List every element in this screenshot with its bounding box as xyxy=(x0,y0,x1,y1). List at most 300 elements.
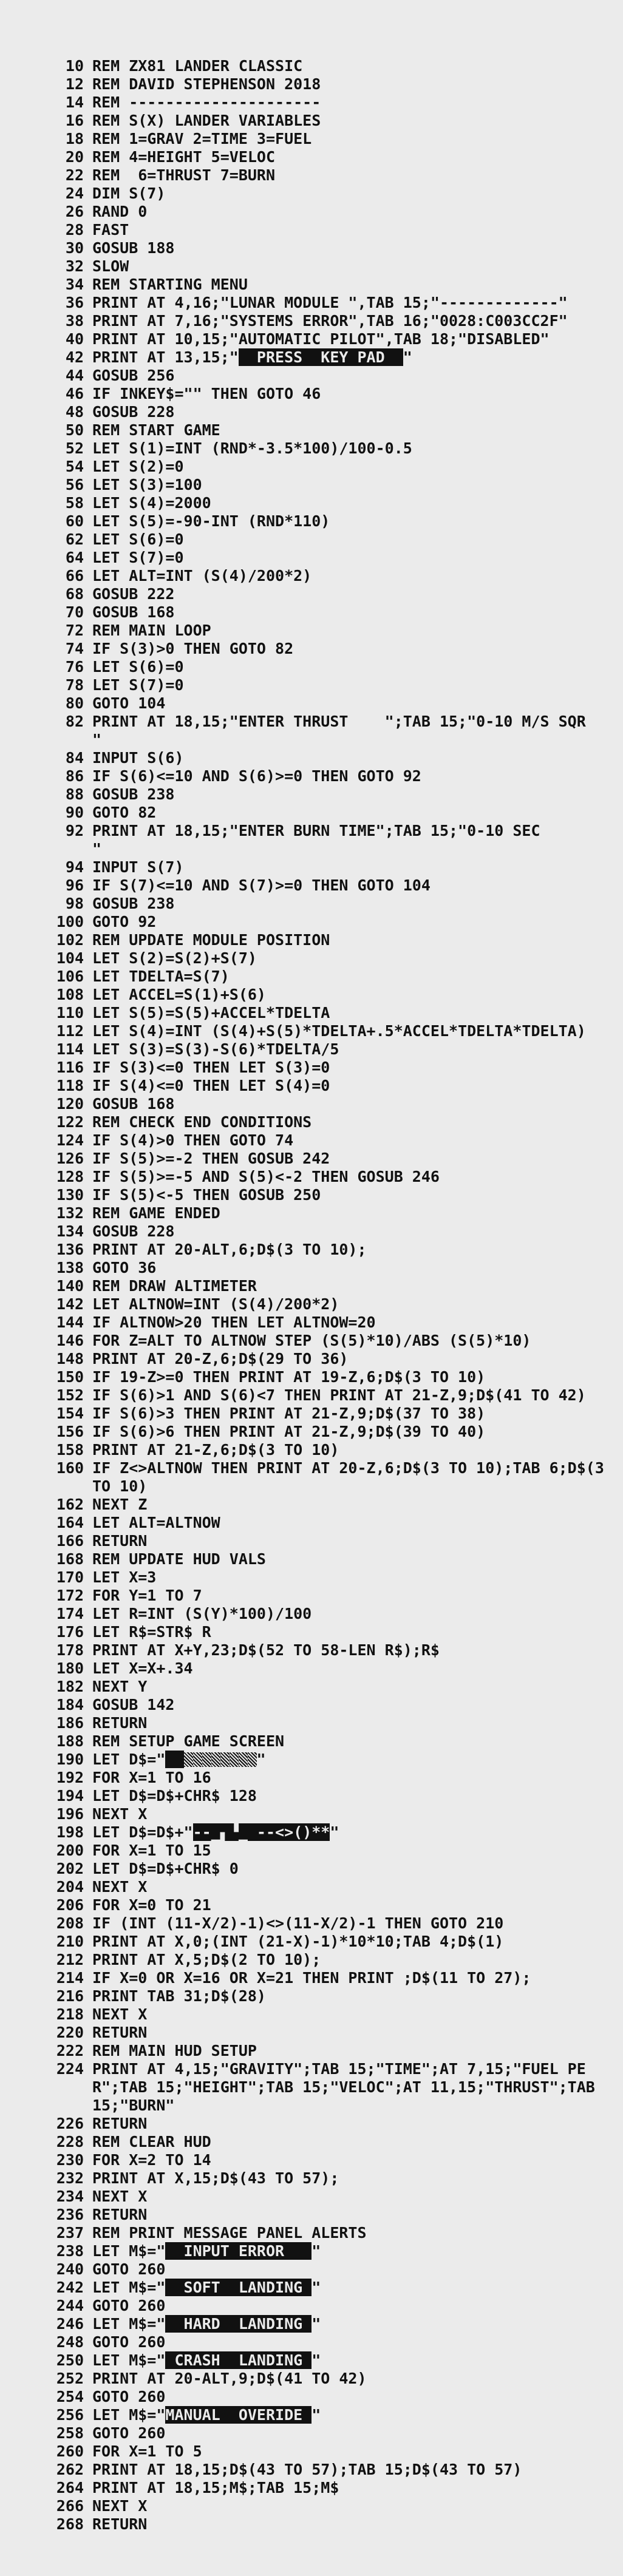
line-number: 112 xyxy=(56,1022,84,1040)
code-segment: REM UPDATE MODULE POSITION xyxy=(92,931,330,949)
code-segment: GOSUB 238 xyxy=(92,895,175,912)
code-text xyxy=(92,1277,606,1295)
code-text xyxy=(92,221,606,239)
code-text xyxy=(92,1823,606,1842)
code-text xyxy=(92,2242,606,2260)
code-segment: LET ALT=ALTNOW xyxy=(92,1514,220,1531)
code-line xyxy=(47,439,606,458)
code-line xyxy=(47,494,606,512)
code-segment: LET S(7)=0 xyxy=(92,676,184,694)
code-text xyxy=(92,203,606,221)
line-number: 254 xyxy=(56,2388,84,2405)
code-text xyxy=(92,257,606,276)
line-number: 122 xyxy=(56,1113,84,1131)
line-number: 120 xyxy=(56,1095,84,1113)
code-line xyxy=(47,1368,606,1386)
code-segment: RETURN xyxy=(92,2024,148,2041)
line-number: 50 xyxy=(65,421,84,439)
code-line xyxy=(47,385,606,403)
code-text xyxy=(92,1659,606,1678)
code-text xyxy=(92,913,606,931)
code-text xyxy=(92,2479,606,2497)
code-segment: FAST xyxy=(92,221,129,239)
code-segment: PRINT AT 7,16;"SYSTEMS ERROR",TAB 16;"0028:C003CC2F" xyxy=(92,312,568,330)
line-number: 212 xyxy=(56,1951,84,1968)
code-line xyxy=(47,2297,606,2315)
line-number: 256 xyxy=(56,2406,84,2424)
code-segment: LET S(5)=-90-INT (RND*110) xyxy=(92,512,330,530)
code-text xyxy=(92,130,606,148)
line-number: 136 xyxy=(56,1241,84,1258)
code-segment: " xyxy=(330,1823,339,1841)
code-line xyxy=(47,1641,606,1659)
code-line xyxy=(47,968,606,986)
code-segment: NEXT X xyxy=(92,2497,148,2515)
line-number: 80 xyxy=(65,694,84,712)
code-line xyxy=(47,603,606,622)
code-text xyxy=(92,2388,606,2406)
code-line xyxy=(47,57,606,75)
code-text xyxy=(92,1295,606,1313)
code-text xyxy=(92,148,606,166)
code-segment: GOSUB 168 xyxy=(92,1095,175,1113)
line-number: 152 xyxy=(56,1386,84,1404)
line-number: 92 xyxy=(65,822,84,839)
line-number: 196 xyxy=(56,1805,84,1823)
line-number: 116 xyxy=(56,1059,84,1076)
code-text xyxy=(92,330,606,348)
code-line xyxy=(47,2479,606,2497)
code-segment: REM S(X) LANDER VARIABLES xyxy=(92,112,321,129)
code-text xyxy=(92,1022,606,1040)
line-number: 184 xyxy=(56,1696,84,1713)
line-number: 82 xyxy=(65,713,84,730)
graphic-block-char xyxy=(193,1752,202,1767)
code-line xyxy=(47,1459,613,1496)
code-segment: IF S(5)<-5 THEN GOSUB 250 xyxy=(92,1186,321,1204)
code-text xyxy=(92,1842,606,1860)
code-segment: LET S(1)=INT (RND*-3.5*100)/100-0.5 xyxy=(92,439,412,457)
code-segment: FOR X=0 TO 21 xyxy=(92,1896,211,1914)
code-segment: GOSUB 188 xyxy=(92,239,175,257)
code-line xyxy=(47,1168,606,1186)
code-text xyxy=(92,785,606,804)
line-number: 90 xyxy=(65,804,84,821)
code-text xyxy=(92,1933,606,1951)
code-line xyxy=(47,2260,606,2279)
code-line xyxy=(47,1933,606,1951)
code-line xyxy=(47,2024,606,2042)
code-text xyxy=(92,1313,606,1332)
code-segment: RETURN xyxy=(92,2206,148,2223)
line-number: 32 xyxy=(65,257,84,275)
code-segment: IF S(5)>=-2 THEN GOSUB 242 xyxy=(92,1150,330,1167)
line-number: 174 xyxy=(56,1605,84,1622)
code-text xyxy=(92,1168,606,1186)
inverse-video-text: --_▖▝_ --<>()** xyxy=(192,1823,330,1841)
line-number: 12 xyxy=(65,75,84,93)
code-text xyxy=(92,1004,606,1022)
code-segment: LET S(3)=S(3)-S(6)*TDELTA/5 xyxy=(92,1040,339,1058)
code-segment: PRINT AT X,5;D$(2 TO 10); xyxy=(92,1951,321,1968)
line-number: 236 xyxy=(56,2206,84,2223)
code-text xyxy=(92,1186,606,1204)
code-line xyxy=(47,1295,606,1313)
code-line xyxy=(47,185,606,203)
code-segment: REM CHECK END CONDITIONS xyxy=(92,1113,312,1131)
code-text xyxy=(92,2297,606,2315)
code-segment: PRINT AT 10,15;"AUTOMATIC PILOT",TAB 18;"DISABLED" xyxy=(92,330,550,348)
code-text xyxy=(92,1405,606,1423)
code-segment: LET D$=D$+CHR$ 128 xyxy=(92,1787,257,1805)
code-segment: LET S(3)=100 xyxy=(92,476,202,493)
code-segment: " xyxy=(312,2242,321,2260)
line-number: 140 xyxy=(56,1277,84,1295)
code-text xyxy=(92,112,606,130)
code-line xyxy=(47,1714,606,1732)
line-number: 14 xyxy=(65,93,84,111)
code-line xyxy=(47,1022,606,1040)
line-number: 100 xyxy=(56,913,84,930)
line-number: 132 xyxy=(56,1204,84,1222)
code-text xyxy=(92,1751,606,1769)
code-text xyxy=(92,1787,606,1805)
code-line xyxy=(47,640,606,658)
code-line xyxy=(47,2351,606,2370)
code-line xyxy=(47,2497,606,2515)
code-segment: IF S(4)>0 THEN GOTO 74 xyxy=(92,1131,294,1149)
code-segment: " xyxy=(312,2351,321,2369)
code-segment: PRINT AT 18,15;"ENTER THRUST ";TAB 15;"0-10 M/S SQR " xyxy=(92,713,622,748)
line-number: 188 xyxy=(56,1732,84,1750)
code-text xyxy=(92,1514,606,1532)
line-number: 156 xyxy=(56,1423,84,1440)
inverse-video-text xyxy=(165,1751,183,1768)
code-line xyxy=(47,2242,606,2260)
code-segment: LET S(6)=0 xyxy=(92,658,184,676)
code-text xyxy=(92,93,606,112)
code-segment: REM SETUP GAME SCREEN xyxy=(92,1732,285,1750)
code-text xyxy=(92,749,606,767)
line-number: 234 xyxy=(56,2188,84,2205)
code-line xyxy=(47,694,606,713)
code-line xyxy=(47,1951,606,1969)
code-segment: LET S(4)=INT (S(4)+S(5)*TDELTA+.5*ACCEL*TDELTA*TDELTA) xyxy=(92,1022,586,1040)
line-number: 258 xyxy=(56,2424,84,2442)
line-number: 150 xyxy=(56,1368,84,1386)
code-segment: PRINT AT 13,15;" xyxy=(92,348,239,366)
line-number: 22 xyxy=(65,166,84,184)
code-line xyxy=(47,530,606,549)
inverse-video-text: INPUT ERROR xyxy=(165,2242,312,2260)
line-number: 202 xyxy=(56,1860,84,1877)
line-number: 210 xyxy=(56,1933,84,1950)
code-segment: GOSUB 256 xyxy=(92,367,175,384)
code-text xyxy=(92,1769,606,1787)
code-line xyxy=(47,622,606,640)
code-line xyxy=(47,549,606,567)
code-segment: FOR Z=ALT TO ALTNOW STEP (S(5)*10)/ABS (S(5)*10) xyxy=(92,1332,531,1349)
code-segment: REM CLEAR HUD xyxy=(92,2133,211,2151)
code-text xyxy=(92,1805,606,1823)
code-text xyxy=(92,2370,606,2388)
code-text xyxy=(92,1732,606,1751)
code-segment: IF S(7)<=10 AND S(7)>=0 THEN GOTO 104 xyxy=(92,876,431,894)
code-segment: GOTO 92 xyxy=(92,913,157,930)
code-text xyxy=(92,166,606,185)
code-line xyxy=(47,1386,606,1405)
code-segment: GOSUB 142 xyxy=(92,1696,175,1713)
code-text xyxy=(92,822,613,858)
code-line xyxy=(47,1222,606,1241)
code-line xyxy=(47,1077,606,1095)
code-text xyxy=(92,2333,606,2351)
code-text xyxy=(92,385,606,403)
line-number: 34 xyxy=(65,276,84,293)
code-segment: GOSUB 228 xyxy=(92,1222,175,1240)
code-text xyxy=(92,2188,606,2206)
code-line xyxy=(47,1241,606,1259)
line-number: 218 xyxy=(56,2005,84,2023)
code-segment: LET ALT=INT (S(4)/200*2) xyxy=(92,567,312,585)
code-segment: GOSUB 222 xyxy=(92,585,175,603)
code-segment: " xyxy=(312,2315,321,2333)
code-text xyxy=(92,1386,606,1405)
code-text xyxy=(92,276,606,294)
code-line xyxy=(47,312,606,330)
code-line xyxy=(47,2424,606,2442)
line-number: 160 xyxy=(56,1459,84,1477)
code-line xyxy=(47,276,606,294)
code-segment: REM --------------------- xyxy=(92,93,321,111)
code-segment: IF S(3)>0 THEN GOTO 82 xyxy=(92,640,294,657)
code-text xyxy=(92,2260,606,2279)
line-number: 10 xyxy=(65,57,84,75)
code-segment: RETURN xyxy=(92,2115,148,2132)
code-text xyxy=(92,1568,606,1587)
code-segment: PRINT TAB 31;D$(28) xyxy=(92,1987,266,2005)
code-segment: RETURN xyxy=(92,1532,148,1550)
code-line xyxy=(47,403,606,421)
code-line xyxy=(47,2406,606,2424)
code-text xyxy=(92,294,606,312)
line-number: 244 xyxy=(56,2297,84,2314)
code-line xyxy=(47,203,606,221)
code-line xyxy=(47,1787,606,1805)
code-line xyxy=(47,2169,606,2188)
line-number: 262 xyxy=(56,2461,84,2478)
code-segment: REM MAIN HUD SETUP xyxy=(92,2042,257,2059)
code-segment: PRINT AT 18,15;M$;TAB 15;M$ xyxy=(92,2479,339,2496)
line-number: 162 xyxy=(56,1496,84,1513)
code-line xyxy=(47,1204,606,1222)
line-number: 36 xyxy=(65,294,84,311)
code-segment: GOTO 260 xyxy=(92,2297,166,2314)
line-number: 260 xyxy=(56,2442,84,2460)
line-number: 264 xyxy=(56,2479,84,2496)
code-segment: GOSUB 228 xyxy=(92,403,175,421)
code-text xyxy=(92,1204,606,1222)
code-segment: RETURN xyxy=(92,1714,148,1732)
code-line xyxy=(47,1860,606,1878)
graphic-block-char xyxy=(184,1752,193,1767)
line-number: 88 xyxy=(65,785,84,803)
code-text xyxy=(92,1896,606,1914)
line-number: 142 xyxy=(56,1295,84,1313)
inverse-video-text: HARD LANDING xyxy=(165,2315,312,2333)
line-number: 226 xyxy=(56,2115,84,2132)
code-text xyxy=(92,2315,606,2333)
code-text xyxy=(92,1222,606,1241)
line-number: 60 xyxy=(65,512,84,530)
code-segment: GOTO 260 xyxy=(92,2333,166,2351)
code-text xyxy=(92,2461,606,2479)
line-number: 186 xyxy=(56,1714,84,1732)
code-text xyxy=(92,895,606,913)
code-segment: PRINT AT 4,16;"LUNAR MODULE ",TAB 15;"-------------" xyxy=(92,294,568,311)
line-number: 104 xyxy=(56,949,84,967)
line-number: 74 xyxy=(65,640,84,657)
line-number: 164 xyxy=(56,1514,84,1531)
code-text xyxy=(92,185,606,203)
code-line xyxy=(47,585,606,603)
line-number: 146 xyxy=(56,1332,84,1349)
code-line xyxy=(47,476,606,494)
line-number: 216 xyxy=(56,1987,84,2005)
code-line xyxy=(47,1732,606,1751)
line-number: 182 xyxy=(56,1678,84,1695)
code-segment: PRINT AT X,0;(INT (21-X)-1)*10*10;TAB 4;D$(1) xyxy=(92,1933,504,1950)
line-number: 62 xyxy=(65,530,84,548)
line-number: 78 xyxy=(65,676,84,694)
code-text xyxy=(92,476,606,494)
code-text xyxy=(92,603,606,622)
inverse-video-text: PRESS KEY PAD xyxy=(238,348,403,366)
code-segment: REM UPDATE HUD VALS xyxy=(92,1550,266,1568)
code-line xyxy=(47,767,606,785)
line-number: 68 xyxy=(65,585,84,603)
line-number: 214 xyxy=(56,1969,84,1987)
line-number: 30 xyxy=(65,239,84,257)
line-number: 110 xyxy=(56,1004,84,1022)
line-number: 194 xyxy=(56,1787,84,1805)
code-segment: PRINT AT 20-ALT,6;D$(3 TO 10); xyxy=(92,1241,367,1258)
code-line xyxy=(47,2151,606,2169)
code-text xyxy=(92,549,606,567)
code-line xyxy=(47,1040,606,1059)
code-line xyxy=(47,2188,606,2206)
line-number: 42 xyxy=(65,348,84,366)
code-line xyxy=(47,1095,606,1113)
code-text xyxy=(92,1605,606,1623)
code-line xyxy=(47,1423,606,1441)
code-segment: LET S(2)=S(2)+S(7) xyxy=(92,949,257,967)
code-line xyxy=(47,166,606,185)
line-number: 158 xyxy=(56,1441,84,1459)
line-number: 208 xyxy=(56,1914,84,1932)
code-text xyxy=(92,2515,606,2534)
code-text xyxy=(92,1059,606,1077)
code-line xyxy=(47,2279,606,2297)
code-text xyxy=(92,1860,606,1878)
line-number: 238 xyxy=(56,2242,84,2260)
code-text xyxy=(92,512,606,530)
code-text xyxy=(92,1587,606,1605)
code-line xyxy=(47,2333,606,2351)
code-text xyxy=(92,1969,606,1987)
code-line xyxy=(47,1277,606,1295)
line-number: 154 xyxy=(56,1405,84,1422)
code-text xyxy=(92,858,606,876)
line-number: 66 xyxy=(65,567,84,585)
code-line xyxy=(47,1550,606,1568)
code-line xyxy=(47,130,606,148)
code-segment: RAND 0 xyxy=(92,203,148,220)
code-text xyxy=(92,1951,606,1969)
line-number: 76 xyxy=(65,658,84,676)
code-line xyxy=(47,330,606,348)
code-segment: GOSUB 168 xyxy=(92,603,175,621)
line-number: 178 xyxy=(56,1641,84,1659)
code-text xyxy=(92,694,606,713)
code-line xyxy=(47,2442,606,2461)
code-line xyxy=(47,949,606,968)
code-segment: NEXT X xyxy=(92,2005,148,2023)
code-line xyxy=(47,749,606,767)
code-segment: GOTO 260 xyxy=(92,2260,166,2278)
code-segment: NEXT X xyxy=(92,1805,148,1823)
line-number: 118 xyxy=(56,1077,84,1094)
code-line xyxy=(47,2042,606,2060)
code-text xyxy=(92,1914,606,1933)
line-number: 58 xyxy=(65,494,84,512)
code-line xyxy=(47,1678,606,1696)
code-text xyxy=(92,1532,606,1550)
code-segment: LET M$=" xyxy=(92,2351,166,2369)
code-segment: IF Z<>ALTNOW THEN PRINT AT 20-Z,6;D$(3 TO 10);TAB 6;D$(3 TO 10) xyxy=(92,1459,613,1495)
code-segment: GOTO 104 xyxy=(92,694,166,712)
code-text xyxy=(92,2206,606,2224)
code-segment: LET M$=" xyxy=(92,2242,166,2260)
code-text xyxy=(92,1350,606,1368)
basic-program-listing xyxy=(47,57,622,2534)
code-line xyxy=(47,2206,606,2224)
code-line xyxy=(47,2060,606,2115)
code-text xyxy=(92,876,606,895)
code-line xyxy=(47,1441,606,1459)
code-line xyxy=(47,1514,606,1532)
inverse-video-text: SOFT LANDING xyxy=(165,2279,312,2296)
line-number: 52 xyxy=(65,439,84,457)
code-segment: LET TDELTA=S(7) xyxy=(92,968,230,985)
code-segment: IF 19-Z>=0 THEN PRINT AT 19-Z,6;D$(3 TO 10) xyxy=(92,1368,486,1386)
line-number: 228 xyxy=(56,2133,84,2151)
code-line xyxy=(47,858,606,876)
line-number: 126 xyxy=(56,1150,84,1167)
code-segment: LET M$=" xyxy=(92,2315,166,2333)
code-segment: LET S(5)=S(5)+ACCEL*TDELTA xyxy=(92,1004,330,1022)
code-line xyxy=(47,876,606,895)
code-line xyxy=(47,1405,606,1423)
code-segment: REM 4=HEIGHT 5=VELOC xyxy=(92,148,276,166)
code-segment: LET X=3 xyxy=(92,1568,157,1586)
code-line xyxy=(47,2133,606,2151)
code-text xyxy=(92,312,606,330)
code-line xyxy=(47,294,606,312)
code-text xyxy=(92,2351,606,2370)
code-line xyxy=(47,348,606,367)
code-text xyxy=(92,1077,606,1095)
